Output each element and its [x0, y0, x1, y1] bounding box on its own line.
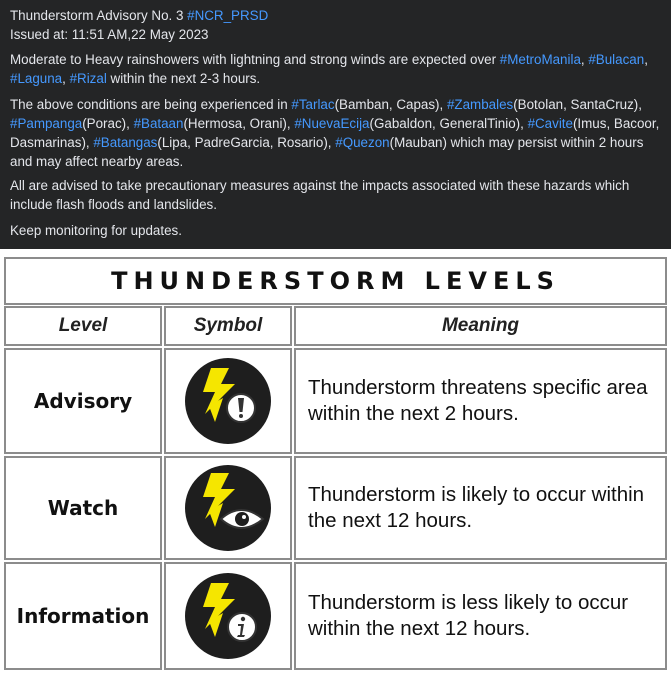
issued-time: Issued at: 11:51 AM,22 May 2023 [10, 27, 209, 42]
level-advisory: Advisory [4, 348, 162, 454]
paragraph-monitoring: Keep monitoring for updates. [10, 223, 182, 238]
paragraph-conditions: The above conditions are being experienced in #Tarlac(Bamban, Capas), #Zambales(Botolan, SantaCruz), #Pampanga(Porac), #Bataan(Hermosa, Orani), #NuevaEcija(Gabaldon, GeneralTinio), #Cavite(Imus, Bacoor, Dasmarinas), #Batangas(Lipa, PadreGarcia, Rosario), #Quezon(Mauban) which may persist within 2 hours and may affect nearby areas. [10, 97, 660, 169]
hashtag-cavite[interactable]: #Cavite [527, 116, 573, 131]
paragraph-precaution: All are advised to take precautionary measures against the impacts associated with these hazards which include flash floods and landslides. [10, 178, 630, 212]
hashtag-metromanila[interactable]: #MetroManila [499, 52, 581, 67]
level-information: Information [4, 562, 162, 670]
hashtag-pampanga[interactable]: #Pampanga [10, 116, 83, 131]
column-header-meaning: Meaning [294, 306, 667, 346]
thunderstorm-levels-graphic [0, 249, 671, 674]
hashtag-laguna[interactable]: #Laguna [10, 71, 63, 86]
meaning-information: Thunderstorm is less likely to occur within the next 12 hours. [294, 562, 667, 670]
hashtag-quezon[interactable]: #Quezon [335, 135, 390, 150]
column-header-symbol: Symbol [164, 306, 292, 346]
lightning-exclamation-icon [183, 356, 273, 446]
hashtag-nuevaecija[interactable]: #NuevaEcija [294, 116, 370, 131]
hashtag-bulacan[interactable]: #Bulacan [588, 52, 645, 67]
level-watch: Watch [4, 456, 162, 560]
paragraph-forecast: Moderate to Heavy rainshowers with lightning and strong winds are expected over #MetroManila, #Bulacan, #Laguna, #Rizal within the next 2-3 hours. [10, 52, 648, 86]
hashtag-zambales[interactable]: #Zambales [446, 97, 514, 112]
hashtag-bataan[interactable]: #Bataan [133, 116, 184, 131]
symbol-cell-information [164, 562, 292, 670]
hashtag-ncr-prsd[interactable]: #NCR_PRSD [187, 8, 269, 23]
post-title-line [10, 6, 663, 25]
hashtag-batangas[interactable]: #Batangas [93, 135, 158, 150]
lightning-info-icon [183, 571, 273, 661]
hashtag-rizal[interactable]: #Rizal [69, 71, 107, 86]
meaning-advisory: Thunderstorm threatens specific area within the next 2 hours. [294, 348, 667, 454]
post-body [0, 0, 671, 248]
column-header-level: Level [4, 306, 162, 346]
lightning-eye-icon [183, 463, 273, 553]
symbol-cell-advisory [164, 348, 292, 454]
graphic-title: THUNDERSTORM LEVELS [4, 257, 667, 305]
symbol-cell-watch [164, 456, 292, 560]
post-title: Thunderstorm Advisory No. 3 [10, 8, 184, 23]
meaning-watch: Thunderstorm is likely to occur within the next 12 hours. [294, 456, 667, 560]
hashtag-tarlac[interactable]: #Tarlac [291, 97, 335, 112]
